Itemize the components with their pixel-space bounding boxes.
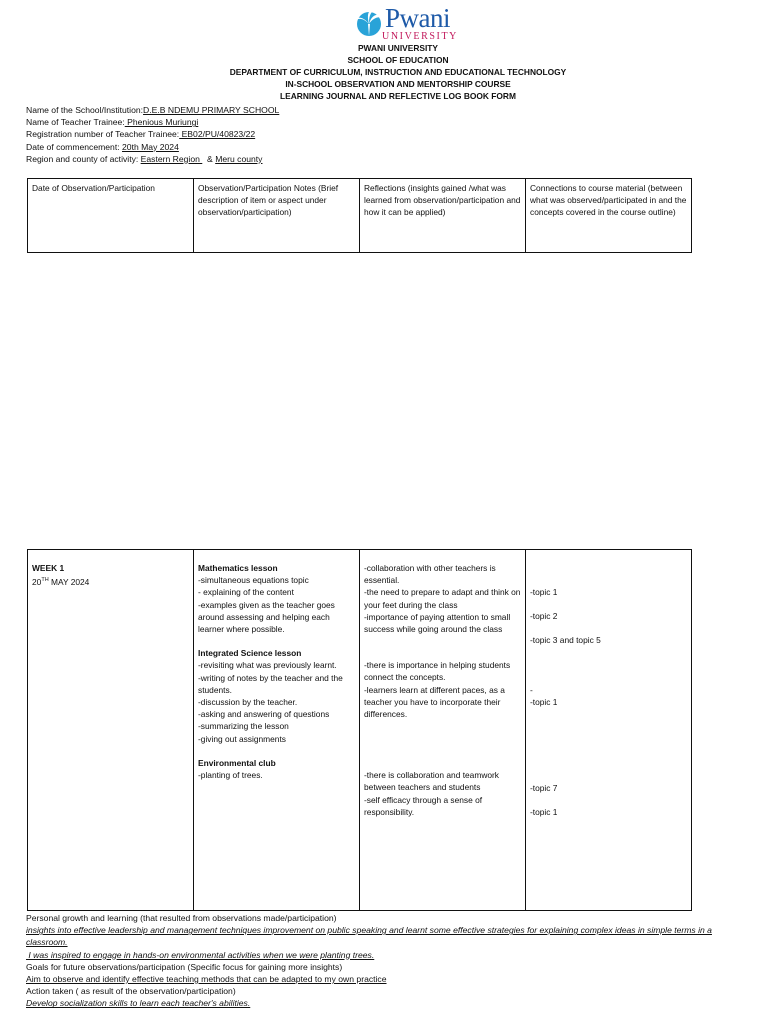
registration-label: Registration number of Teacher Trainee: (26, 129, 180, 140)
document-header (0, 42, 768, 102)
week-date-day: 20 (32, 577, 42, 587)
header-department: DEPARTMENT OF CURRICULUM, INSTRUCTION AND EDUCATIONAL TECHNOLOGY (229, 67, 567, 77)
list-item: -there is collaboration and teamwork between teachers and students (364, 770, 499, 793)
table-header-row (28, 179, 692, 253)
pwani-logo (352, 3, 458, 43)
week-label: WEEK 1 (32, 563, 65, 573)
logo-subtitle: UNIVERSITY (382, 31, 458, 42)
list-item: -revisiting what was previously learnt. (198, 660, 337, 671)
list-item: -importance of paying attention to small success while going around the class (364, 611, 511, 635)
list-item: -topic 2 (530, 611, 558, 622)
connections-cell (526, 550, 692, 911)
week-date-suffix: TH (41, 577, 49, 584)
registration-line (26, 128, 279, 140)
list-item: -writing of notes by the teacher and the students. (198, 672, 343, 695)
header-connections-cell: Connections to course material (between what was observed/participated in and the concepts covered in the course outline) (526, 179, 692, 253)
list-item: -the need to prepare to adapt and think on your feet during the class (364, 587, 521, 610)
goals-label: Goals for future observations/participation (Specific focus for gaining more insights) (26, 961, 343, 972)
list-item: - (530, 684, 533, 695)
notes-cell (194, 550, 360, 911)
region-value: Eastern Region (140, 153, 203, 164)
commencement-label: Date of commencement: (26, 141, 123, 152)
commencement-line (26, 141, 279, 153)
science-lesson-title: Integrated Science lesson (198, 648, 302, 659)
list-item: -discussion by the teacher. (198, 697, 298, 708)
header-course: IN-SCHOOL OBSERVATION AND MENTORSHIP COURSE (285, 79, 511, 89)
week-date-cell (28, 550, 194, 911)
list-item: -simultaneous equations topic (198, 575, 309, 586)
header-reflections-cell: Reflections (insights gained /what was learned from observation/participation and how it can be applied) (360, 179, 526, 253)
list-item: -topic 1 (530, 807, 558, 818)
list-item: -topic 7 (530, 783, 558, 794)
commencement-value: 20th May 2024 (122, 141, 179, 152)
week-log-table (27, 549, 692, 911)
registration-value: EB02/PU/40823/22 (179, 129, 256, 140)
math-lesson-title: Mathematics lesson (198, 563, 278, 573)
list-item: -topic 3 and topic 5 (530, 635, 601, 646)
reflections-cell (360, 550, 526, 911)
list-item: -learners learn at different paces, as a teacher you have to incorporate their differences. (364, 684, 505, 720)
goals-text: Aim to observe and identify effective teaching methods that can be adapted to my own practice (26, 974, 387, 985)
week-date-rest: MAY 2024 (48, 577, 90, 587)
school-label: Name of the School/Institution: (26, 105, 144, 115)
logo-wordmark: Pwani (385, 3, 450, 33)
list-item: -examples given as the teacher goes around assessing and helping each learner where possible. (198, 599, 335, 635)
growth-text-2: I was inspired to engage in hands-on environmental activities when we were planting trees. (26, 949, 375, 960)
palm-globe-icon (352, 7, 386, 37)
env-club-title: Environmental club (198, 757, 276, 768)
county-value: Meru county (215, 153, 263, 164)
log-header-table (27, 178, 692, 253)
list-item: - explaining of the content (198, 587, 294, 598)
region-line (26, 153, 279, 165)
week-date (32, 574, 189, 588)
header-form-title: LEARNING JOURNAL AND REFLECTIVE LOG BOOK FORM (280, 91, 516, 101)
header-notes-cell: Observation/Participation Notes (Brief description of item or aspect under observation/participation) (194, 179, 360, 253)
list-item: -giving out assignments (198, 733, 286, 744)
list-item: -topic 1 (530, 696, 558, 707)
action-text: Develop socialization skills to learn each teacher's abilities. (26, 998, 251, 1009)
action-label: Action taken ( as result of the observation/participation) (26, 986, 236, 997)
growth-text: insights into effective leadership and management techniques improvement on public speaking and learnt some effective strategies for explaining complex ideas in simple terms in a classroom. (26, 925, 712, 948)
header-date-cell: Date of Observation/Participation (28, 179, 194, 253)
list-item: -collaboration with other teachers is essential. (364, 563, 496, 586)
list-item: -planting of trees. (198, 770, 263, 781)
trainee-label: Name of Teacher Trainee: (26, 117, 125, 128)
trainee-line (26, 116, 279, 128)
table-row (28, 550, 692, 911)
list-item: -summarizing the lesson (198, 721, 289, 732)
region-separator: & (202, 153, 216, 164)
reflection-summary (26, 912, 736, 1010)
list-item: -topic 1 (530, 587, 558, 597)
school-line (26, 104, 279, 116)
region-label: Region and county of activity: (26, 153, 141, 164)
list-item: -self efficacy through a sense of responsibility. (364, 794, 483, 817)
school-value: D.E.B NDEMU PRIMARY SCHOOL (143, 105, 280, 115)
trainee-value: Phenious Muriungi (124, 117, 199, 128)
list-item: -asking and answering of questions (198, 709, 330, 720)
header-school: SCHOOL OF EDUCATION (347, 55, 449, 65)
trainee-info (26, 104, 279, 165)
growth-label: Personal growth and learning (that resulted from observations made/participation) (26, 913, 337, 923)
list-item: -there is importance in helping students connect the concepts. (364, 660, 511, 683)
header-university: PWANI UNIVERSITY (357, 43, 439, 53)
